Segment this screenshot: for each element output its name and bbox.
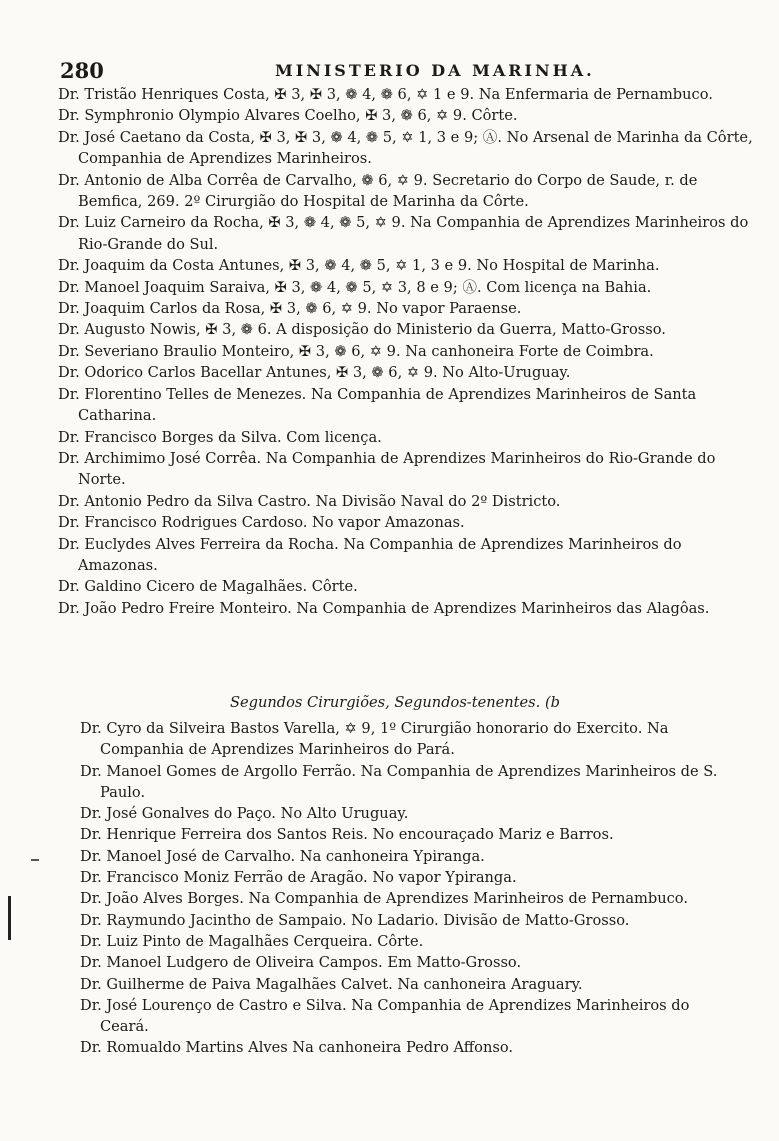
list-item: Dr. Manoel Gomes de Argollo Ferrão. Na Companhia de Aprendizes Marinheiros de S. Paulo. (80, 762, 718, 801)
list-item: Dr. José Gonalves do Paço. No Alto Uruguay. (80, 805, 409, 823)
list-item: Dr. Manoel Joaquim Saraiva, ✠ 3, ❁ 4, ❁ 5, ✡ 3, 8 e 9; Ⓐ. Com licença na Bahia. (58, 278, 652, 296)
list-item: Dr. João Pedro Freire Monteiro. Na Companhia de Aprendizes Marinheiros das Alagôas. (58, 599, 710, 617)
list-item: Dr. Severiano Braulio Monteiro, ✠ 3, ❁ 6, ✡ 9. Na canhoneira Forte de Coimbra. (58, 342, 654, 360)
list-item: Dr. Guilherme de Paiva Magalhães Calvet. Na canhoneira Araguary. (80, 975, 583, 993)
page-header (50, 58, 720, 82)
list-item: Dr. Tristão Henriques Costa, ✠ 3, ✠ 3, ❁ 4, ❁ 6, ✡ 1 e 9. Na Enfermaria de Pernambuco. (58, 86, 713, 103)
list-item: Dr. Romualdo Martins Alves Na canhoneira Pedro Affonso. (80, 1039, 514, 1057)
margin-mark (8, 896, 11, 940)
list-item: Dr. Odorico Carlos Bacellar Antunes, ✠ 3, ❁ 6, ✡ 9. No Alto-Uruguay. (58, 364, 571, 382)
entry-list-segundos (80, 718, 720, 1059)
list-item: Dr. João Alves Borges. Na Companhia de Aprendizes Marinheiros de Pernambuco. (80, 890, 688, 908)
list-item: Dr. Florentino Telles de Menezes. Na Companhia de Aprendizes Marinheiros de Santa Catharina. (58, 385, 697, 425)
list-item: Dr. Euclydes Alves Ferreira da Rocha. Na Companhia de Aprendizes Marinheiros do Amazonas. (58, 535, 682, 574)
list-item: Dr. Francisco Borges da Silva. Com licença. (58, 428, 382, 446)
list-item: Dr. Francisco Moniz Ferrão de Aragão. No vapor Ypiranga. (80, 869, 517, 887)
list-item: Dr. Archimimo José Corrêa. Na Companhia de Aprendizes Marinheiros do Rio-Grande do Norte. (58, 449, 716, 489)
list-item: Dr. Antonio Pedro da Silva Castro. Na Divisão Naval do 2º Districto. (58, 492, 561, 510)
list-item: Dr. Galdino Cicero de Magalhães. Côrte. (58, 578, 358, 596)
running-title: MINISTERIO DA MARINHA. (275, 61, 595, 80)
entry-list-primeiros (58, 84, 758, 619)
list-item: Dr. José Caetano da Costa, ✠ 3, ✠ 3, ❁ 4, ❁ 5, ✡ 1, 3 e 9; Ⓐ. No Arsenal de Marinha da Côrte, Companhia de Aprendizes Marinheiros. (58, 128, 753, 168)
list-item: Dr. Augusto Nowis, ✠ 3, ❁ 6. A disposição do Ministerio da Guerra, Matto-Grosso. (58, 321, 666, 339)
list-item: Dr. José Lourenço de Castro e Silva. Na Companhia de Aprendizes Marinheiros do Ceará. (80, 996, 690, 1036)
list-item: Dr. Luiz Carneiro da Rocha, ✠ 3, ❁ 4, ❁ 5, ✡ 9. Na Companhia de Aprendizes Marinheiros do Rio-Grande do Sul. (58, 214, 749, 253)
list-item: Dr. Joaquim da Costa Antunes, ✠ 3, ❁ 4, ❁ 5, ✡ 1, 3 e 9. No Hospital de Marinha. (58, 257, 660, 275)
list-item: Dr. Antonio de Alba Corrêa de Carvalho, ❁ 6, ✡ 9. Secretario do Corpo de Saude, r. de Bemfica, 269. 2º Cirurgião do Hospital de Marinha da Côrte. (58, 171, 698, 211)
list-item: Dr. Symphronio Olympio Alvares Coelho, ✠ 3, ❁ 6, ✡ 9. Côrte. (58, 107, 518, 125)
section-heading: Segundos Cirurgiões, Segundos-tenentes. (b (230, 694, 560, 711)
list-item: Dr. Luiz Pinto de Magalhães Cerqueira. Côrte. (80, 932, 424, 950)
list-item: Dr. Henrique Ferreira dos Santos Reis. No encouraçado Mariz e Barros. (80, 826, 614, 844)
list-item: Dr. Manoel José de Carvalho. Na canhoneira Ypiranga. (80, 847, 485, 865)
page-number: 280 (60, 58, 104, 83)
list-item: Dr. Manoel Ludgero de Oliveira Campos. Em Matto-Grosso. (80, 954, 522, 972)
margin-dash (31, 859, 39, 861)
list-item: Dr. Cyro da Silveira Bastos Varella, ✡ 9, 1º Cirurgião honorario do Exercito. Na Companhia de Aprendizes Marinheiros do Pará. (80, 720, 669, 759)
list-item: Dr. Francisco Rodrigues Cardoso. No vapor Amazonas. (58, 514, 465, 532)
list-item: Dr. Raymundo Jacintho de Sampaio. No Ladario. Divisão de Matto-Grosso. (80, 911, 630, 929)
list-item: Dr. Joaquim Carlos da Rosa, ✠ 3, ❁ 6, ✡ 9. No vapor Paraense. (58, 300, 522, 318)
